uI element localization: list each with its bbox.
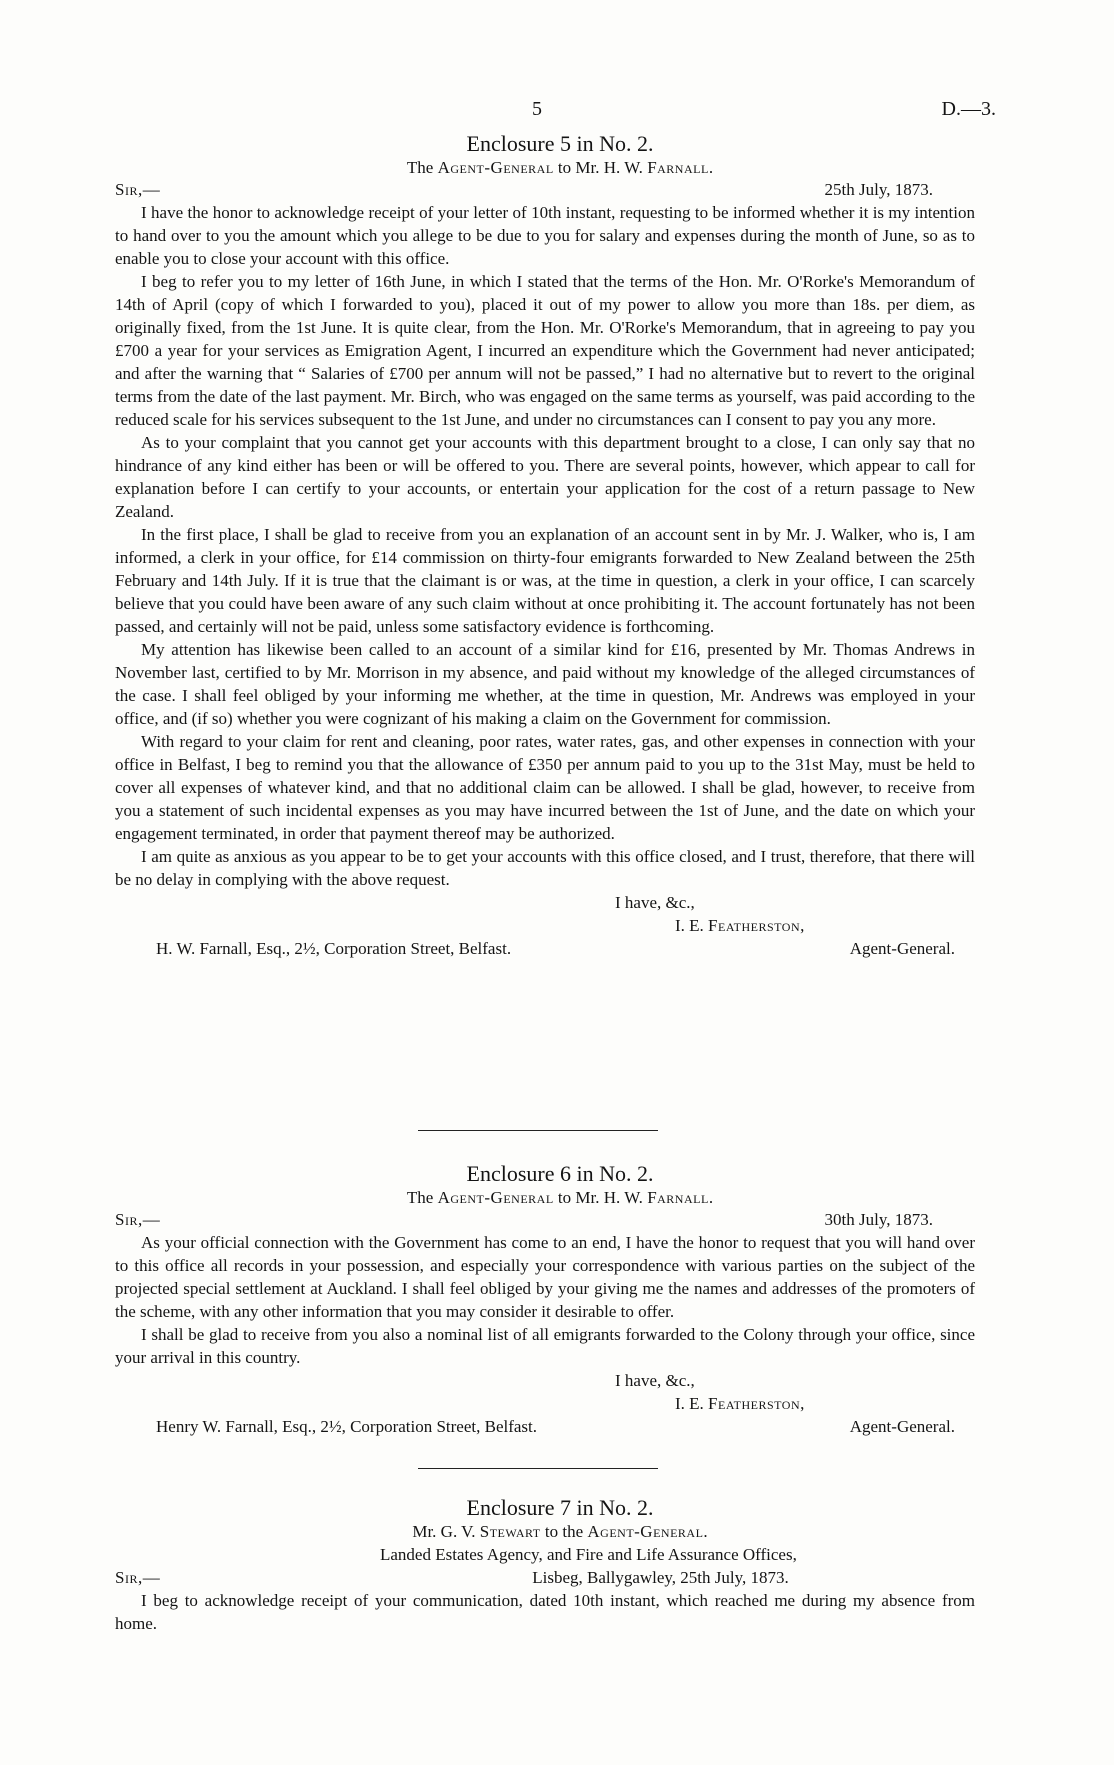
subtitle-middle: to the bbox=[540, 1522, 588, 1541]
closing-phrase: I have, &c., bbox=[615, 1371, 695, 1390]
enclosure-title: Enclosure 5 in No. 2. bbox=[466, 131, 654, 156]
section-divider bbox=[418, 1468, 658, 1469]
subtitle-to: Agent-General bbox=[587, 1522, 704, 1541]
paragraph: I am quite as anxious as you appear to be to get your accounts with this office closed, and I trust, therefore, that there will be no delay in complying with the above request. bbox=[115, 847, 975, 889]
subtitle-prefix: Mr. G. V. bbox=[412, 1522, 480, 1541]
signer-end: , bbox=[800, 1394, 805, 1413]
section-divider bbox=[418, 1130, 658, 1131]
subtitle-to: Farnall bbox=[647, 1188, 709, 1207]
subtitle-prefix: The bbox=[406, 158, 438, 177]
page-number: 5 bbox=[532, 98, 542, 120]
signer-initials: I. E. bbox=[675, 916, 709, 935]
signer-initials: I. E. bbox=[675, 1394, 709, 1413]
paragraph: As to your complaint that you cannot get your accounts with this department brought to a close, I can only say that no hindrance of any kind either has been or will be offered to you. There are several points, however, which appear to call for explanation before I can certify to your accounts, or entertain your application for the cost of a return passage to New Zealand. bbox=[115, 433, 975, 521]
addressee: H. W. Farnall, Esq., 2½, Corporation Street, Belfast. bbox=[156, 939, 512, 958]
paragraph: As your official connection with the Government has come to an end, I have the honor to request that you will hand over to this office all records in your possession, and especially your correspondence with various parties on the subject of the projected special settlement at Auckland. I shall feel obliged by your giving me the names and addresses of the promoters of the scheme, with any other information that you may consider it desirable to offer. bbox=[115, 1233, 975, 1321]
paragraph: In the first place, I shall be glad to receive from you an explanation of an account sent in by Mr. J. Walker, who is, I am informed, a clerk in your office, for £14 commission on thirty-four emigrants forwarded to New Zealand between the 25th February and 14th July. If it is true that the claimant is or was, at the time in question, a clerk in your office, I can scarcely believe that you could have been aware of any such claim without at once prohibiting it. The account fortunately has not been passed, and certainly will not be paid, unless some satisfactory evidence is forthcoming. bbox=[115, 525, 975, 636]
signer-role: Agent-General. bbox=[849, 1417, 955, 1436]
paragraph: I beg to acknowledge receipt of your communication, dated 10th instant, which reached me during my absence from home. bbox=[115, 1591, 975, 1633]
subtitle-from: Agent-General bbox=[437, 1188, 554, 1207]
sender-address-line-1: Landed Estates Agency, and Fire and Life Assurance Offices, bbox=[380, 1545, 797, 1564]
paragraph: I shall be glad to receive from you also a nominal list of all emigrants forwarded to the Colony through your office, since your arrival in this country. bbox=[115, 1325, 975, 1367]
enclosure-subtitle bbox=[115, 1521, 975, 1543]
paragraph: I have the honor to acknowledge receipt of your letter of 10th instant, requesting to be informed whether it is my intention to hand over to you the amount which you allege to be due to you for salary and expenses during the month of June, so as to enable you to close your account with this office. bbox=[115, 203, 975, 268]
salutation-row bbox=[115, 1566, 975, 1589]
document-reference: D.—3. bbox=[941, 98, 996, 120]
signer-end: , bbox=[800, 916, 805, 935]
enclosure-subtitle bbox=[115, 157, 975, 179]
subtitle-end: . bbox=[703, 1522, 708, 1541]
subtitle-end: . bbox=[708, 158, 714, 177]
subtitle-end: . bbox=[708, 1188, 714, 1207]
enclosure-7-section bbox=[115, 1495, 975, 1635]
letter-date: 25th July, 1873. bbox=[824, 180, 933, 199]
salutation-row bbox=[115, 179, 975, 201]
paragraph: With regard to your claim for rent and cleaning, poor rates, water rates, gas, and other expenses in connection with your office in Belfast, I beg to remind you that the allowance of £350 per annum paid to you up to the 31st May, must be held to cover all expenses of whatever kind, and that no additional claim can be allowed. I shall be glad, however, to receive from you a statement of such incidental expenses as you may have incurred between the 1st of June, and the date on which your engagement terminated, in order that payment thereof may be authorized. bbox=[115, 732, 975, 843]
enclosure-5-section bbox=[115, 131, 975, 960]
subtitle-to: Farnall bbox=[647, 158, 709, 177]
letter-closing bbox=[115, 1369, 975, 1438]
signer-role: Agent-General. bbox=[849, 939, 955, 958]
letter-closing bbox=[115, 891, 975, 960]
addressee: Henry W. Farnall, Esq., 2½, Corporation Street, Belfast. bbox=[156, 1417, 538, 1436]
paragraph: My attention has likewise been called to an account of a similar kind for £16, presented by Mr. Thomas Andrews in November last, certified to by Mr. Morrison in my absence, and paid without my knowledge of the alleged circumstances of the case. I shall feel obliged by your informing me whether, at the time in question, Mr. Andrews was employed in your office, and (if so) whether you were cognizant of his making a claim on the Government for commission. bbox=[115, 640, 975, 728]
enclosure-title: Enclosure 7 in No. 2. bbox=[466, 1495, 654, 1520]
signer-name: Featherston bbox=[708, 1394, 801, 1413]
salutation: Sir,— bbox=[115, 180, 161, 199]
subtitle-from: Agent-General bbox=[437, 158, 554, 177]
closing-phrase: I have, &c., bbox=[615, 893, 695, 912]
salutation: Sir,— bbox=[115, 1210, 161, 1229]
signer-name: Featherston bbox=[708, 916, 801, 935]
paragraph: I beg to refer you to my letter of 16th June, in which I stated that the terms of the Hon. Mr. O'Rorke's Memorandum of 14th of April (copy of which I forwarded to you), placed it out of my power to allow you more than 18s. per diem, as originally fixed, from the 1st June. It is quite clear, from the Hon. Mr. O'Rorke's Memorandum, that in agreeing to pay you £700 a year for your services as Emigration Agent, I incurred an expenditure which the Government had never anticipated; and after the warning that “ Salaries of £700 per annum will not be passed,” I had no alternative but to revert to the original terms from the date of the last payment. Mr. Birch, who was engaged on the same terms as yourself, was paid according to the reduced scale for his services subsequent to the 1st June, and under no circumstances can I consent to pay you any more. bbox=[115, 272, 975, 429]
enclosure-6-section bbox=[115, 1161, 975, 1438]
letter-date: 30th July, 1873. bbox=[824, 1210, 933, 1229]
subtitle-middle: to Mr. H. W. bbox=[553, 1188, 648, 1207]
salutation-row bbox=[115, 1209, 975, 1231]
enclosure-subtitle bbox=[115, 1187, 975, 1209]
subtitle-from: Stewart bbox=[479, 1522, 541, 1541]
sender-address-line-2: Lisbeg, Ballygawley, 25th July, 1873. bbox=[532, 1568, 789, 1587]
signature bbox=[675, 1392, 804, 1415]
enclosure-title: Enclosure 6 in No. 2. bbox=[466, 1161, 654, 1186]
salutation: Sir,— bbox=[115, 1568, 161, 1587]
subtitle-prefix: The bbox=[406, 1188, 438, 1207]
signature bbox=[675, 914, 804, 937]
subtitle-middle: to Mr. H. W. bbox=[553, 158, 648, 177]
